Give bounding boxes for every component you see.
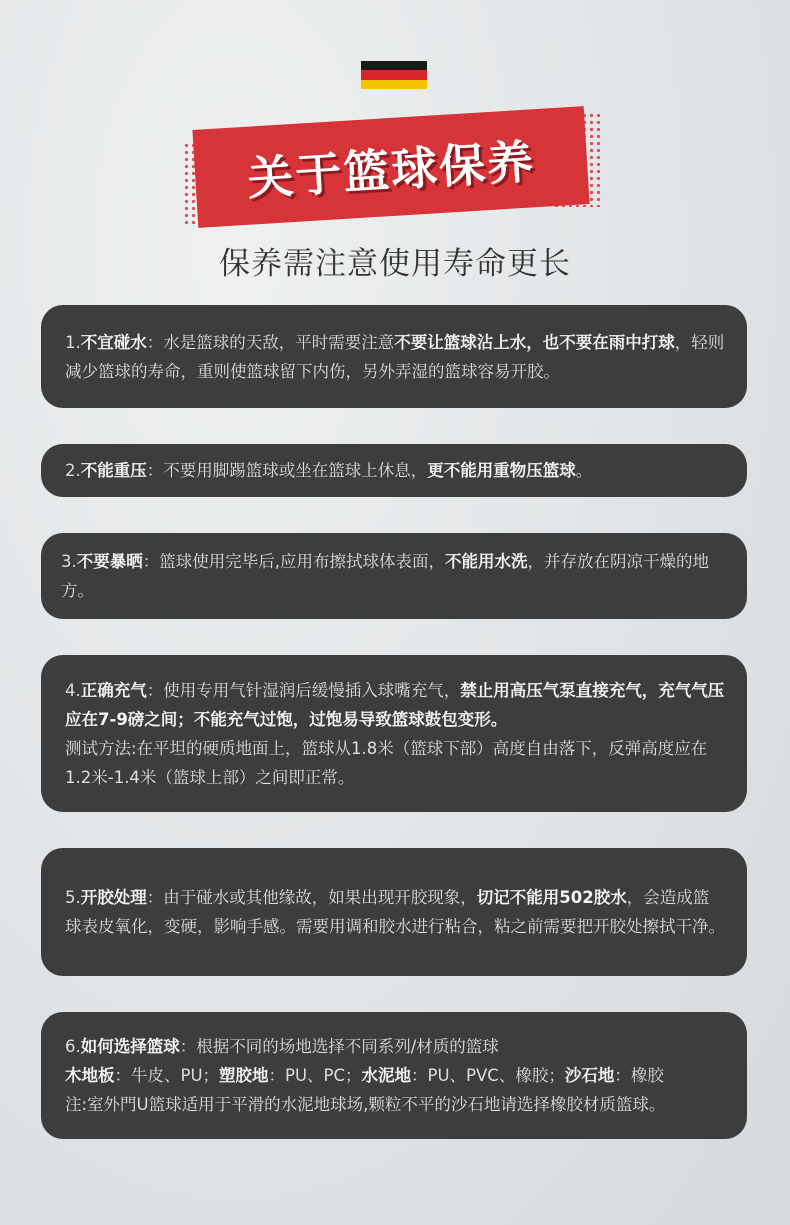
card-number: 3. [61,552,77,571]
german-flag-icon [361,61,427,89]
banner-title: 关于篮球保养 [245,134,537,206]
care-card-1 [41,305,747,408]
card-text: ：不要用脚踢篮球或坐在篮球上休息， [146,461,428,480]
card-bold-text: 切记不能用502胶水 [476,888,627,907]
surface-gravel: 沙石地 [564,1066,615,1085]
card-text: 。 [575,461,593,480]
surface-cement: 水泥地 [361,1066,412,1085]
care-card-3 [41,533,747,619]
card-3-text [61,547,725,605]
card-2-text [65,456,725,485]
card-text: ：水是篮球的天敌，平时需要注意 [146,332,395,352]
card-text: ，轻则减少篮球的寿命，重则使篮球留下内伤，另外弄湿的篮球容易开胶。 [65,332,725,381]
card-heading: 如何选择篮球 [80,1037,180,1056]
title-banner [183,112,603,227]
card-6-note: 注:室外門U篮球适用于平滑的水泥地球场,颗粒不平的沙石地请选择橡胶材质篮球。 [65,1095,666,1114]
card-text: ：根据不同的场地选择不同系列/材质的篮球 [179,1037,499,1056]
card-heading: 正确充气 [80,680,147,700]
card-4-text [65,676,725,734]
care-card-6 [41,1012,747,1139]
card-bold-text: 禁止用高压气泵直接充气，充气气压应在7-9磅之间；不能充气过饱，过饱易导致篮球鼓包变形。 [65,680,725,729]
card-heading: 开胶处理 [80,888,147,907]
card-text: ，并存放在阴凉干燥的地方。 [61,552,709,600]
card-heading: 不宜碰水 [80,332,147,352]
card-number: 1. [65,332,81,352]
card-number: 6. [65,1037,81,1056]
card-text: ：PU、PVC、橡胶； [411,1066,565,1085]
card-bold-text: 更不能用重物压篮球 [427,461,576,480]
card-bold-text: 不要让篮球沾上水，也不要在雨中打球 [394,332,675,352]
card-text: ：牛皮、PU； [114,1066,220,1085]
page-subtitle: 保养需注意使用寿命更长 [219,246,571,282]
card-6-line-2 [65,1061,725,1090]
card-text: ，会造成篮球表皮氧化，变硬，影响手感。需要用调和胶水进行粘合，粘之前需要把开胶处擦拭干净。 [65,888,725,936]
card-text: ：PU、PC； [268,1066,362,1085]
card-4-test-method: 测试方法:在平坦的硬质地面上，篮球从1.8米（篮球下部）高度自由落下，反弹高度应在1.2米-1.4米（篮球上部）之间即正常。 [65,738,708,787]
surface-wood: 木地板 [65,1066,115,1085]
card-number: 2. [65,461,81,480]
care-card-2 [41,444,747,497]
card-text: ：由于碰水或其他缘故，如果出现开胶现象， [146,888,477,907]
care-card-4 [41,655,747,812]
card-number: 5. [65,888,81,907]
flag-stripe-red [361,70,427,79]
card-6-line-1 [65,1032,725,1061]
card-5-text [65,883,725,941]
surface-plastic: 塑胶地 [219,1066,269,1085]
flag-stripe-black [361,61,427,70]
care-card-5 [41,848,747,976]
card-heading: 不要暴晒 [76,552,143,571]
banner-background [192,106,589,228]
card-heading: 不能重压 [80,461,147,480]
card-1-text [65,328,725,386]
card-number: 4. [65,680,81,700]
card-text: ：橡胶 [614,1066,664,1085]
card-text: ：使用专用气针湿润后缓慢插入球嘴充气， [146,680,461,700]
flag-stripe-gold [361,80,427,89]
card-bold-text: 不能用水洗 [445,552,528,571]
card-text: ：篮球使用完毕后,应用布擦拭球体表面， [142,552,445,571]
